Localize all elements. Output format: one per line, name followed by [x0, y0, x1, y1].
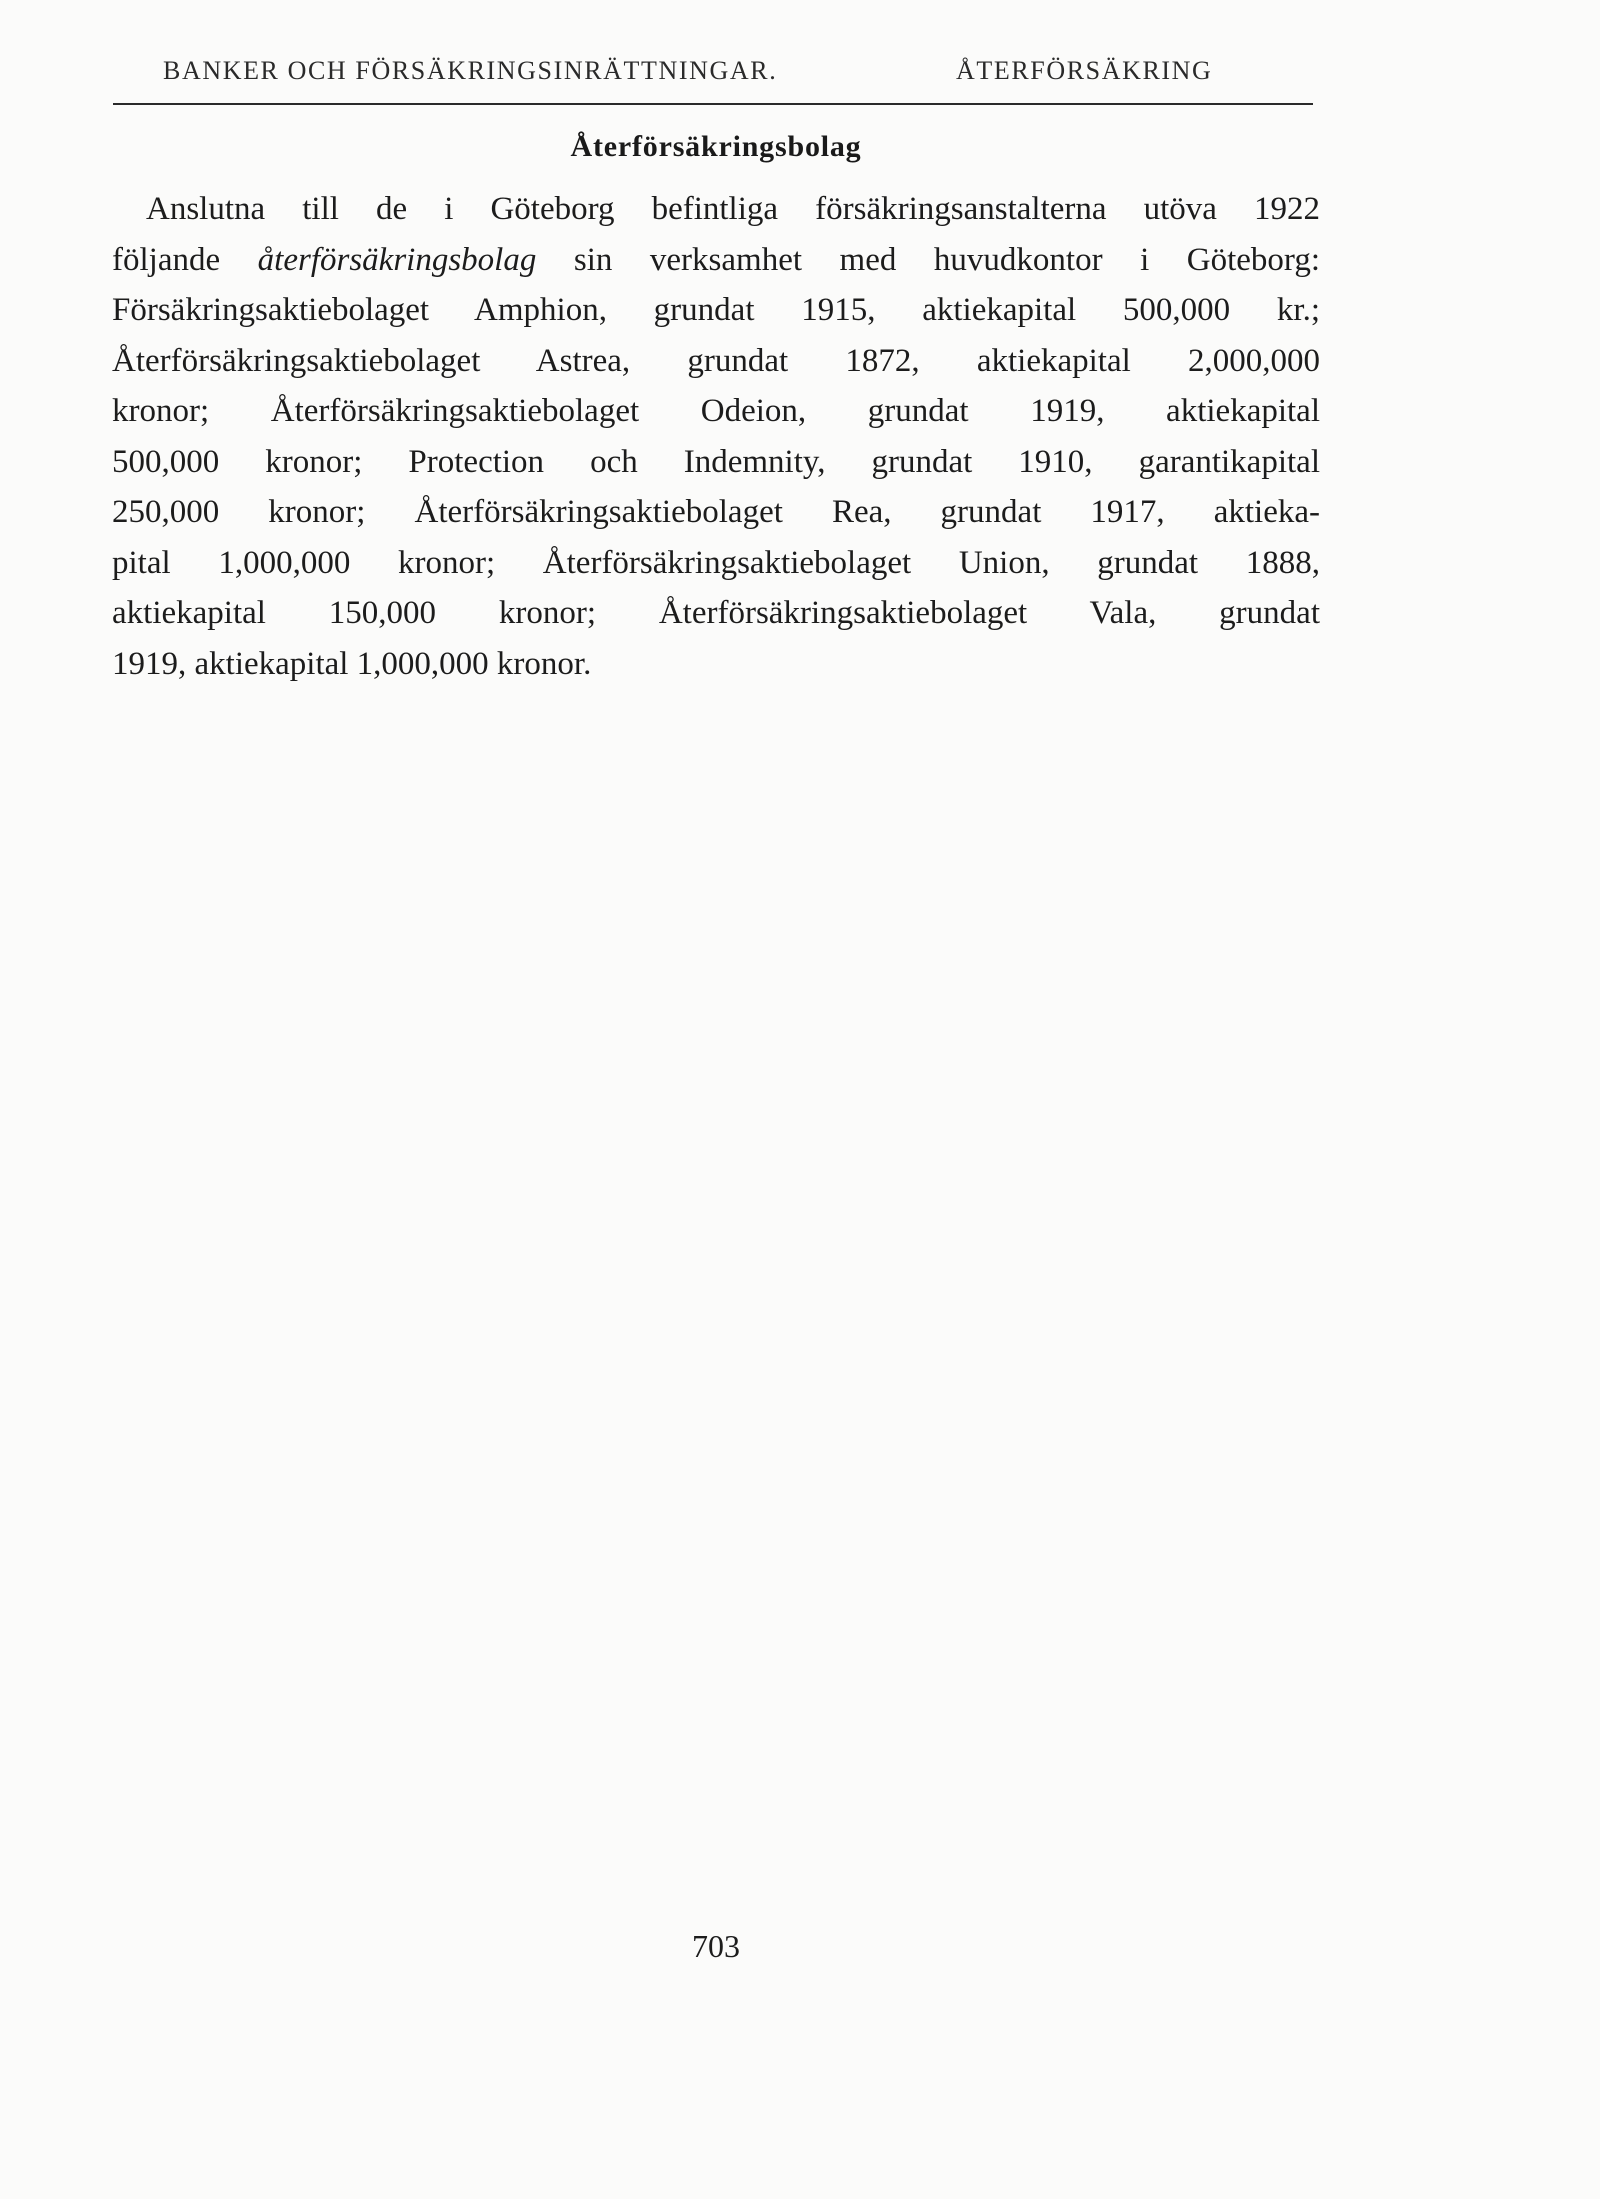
text-run: följande	[112, 241, 258, 278]
text-run: aktiekapital 150,000 kronor; Återförsäkringsaktiebolaget Vala, grundat	[112, 595, 1320, 631]
running-head-left: BANKER OCH FÖRSÄKRINGSINRÄTTNINGAR.	[163, 56, 778, 85]
paragraph-line	[112, 285, 1320, 336]
paragraph-line	[112, 336, 1320, 387]
text-run: kronor; Återförsäkringsaktiebolaget Odeion, grundat 1919, aktiekapital	[112, 393, 1320, 429]
page-number: 703	[692, 1928, 740, 1964]
text-run: pital 1,000,000 kronor; Återförsäkringsaktiebolaget Union, grundat 1888,	[112, 544, 1320, 581]
paragraph-line	[112, 386, 1320, 437]
text-run: Försäkringsaktiebolaget Amphion, grundat 1915, aktiekapital 500,000 kr.;	[112, 292, 1320, 328]
text-run: Återförsäkringsaktiebolaget Astrea, grundat 1872, aktiekapital 2,000,000	[112, 342, 1320, 379]
paragraph-line	[112, 538, 1320, 589]
paragraph-line	[112, 639, 1320, 690]
italic-term: återförsäkringsbolag	[257, 241, 537, 278]
paragraph-line	[112, 437, 1320, 488]
text-run: sin verksamhet med huvudkontor i Göteborg:	[536, 241, 1320, 278]
running-head-right: ÅTERFÖRSÄKRING	[956, 56, 1213, 85]
paragraph-line	[112, 184, 1320, 235]
header-rule	[113, 103, 1313, 105]
paragraph-line	[112, 235, 1320, 286]
section-title: Återförsäkringsbolag	[570, 130, 862, 163]
body-paragraph	[112, 184, 1320, 689]
text-run: 250,000 kronor; Återförsäkringsaktiebolaget Rea, grundat 1917, aktieka-	[112, 494, 1320, 530]
text-run: 1919, aktiekapital 1,000,000 kronor.	[112, 645, 592, 682]
paragraph-line	[112, 487, 1320, 538]
text-run: 500,000 kronor; Protection och Indemnity, grundat 1910, garantikapital	[112, 443, 1320, 480]
text-run: Anslutna till de i Göteborg befintliga försäkringsanstalterna utöva 1922	[146, 191, 1320, 227]
paragraph-line	[112, 588, 1320, 639]
